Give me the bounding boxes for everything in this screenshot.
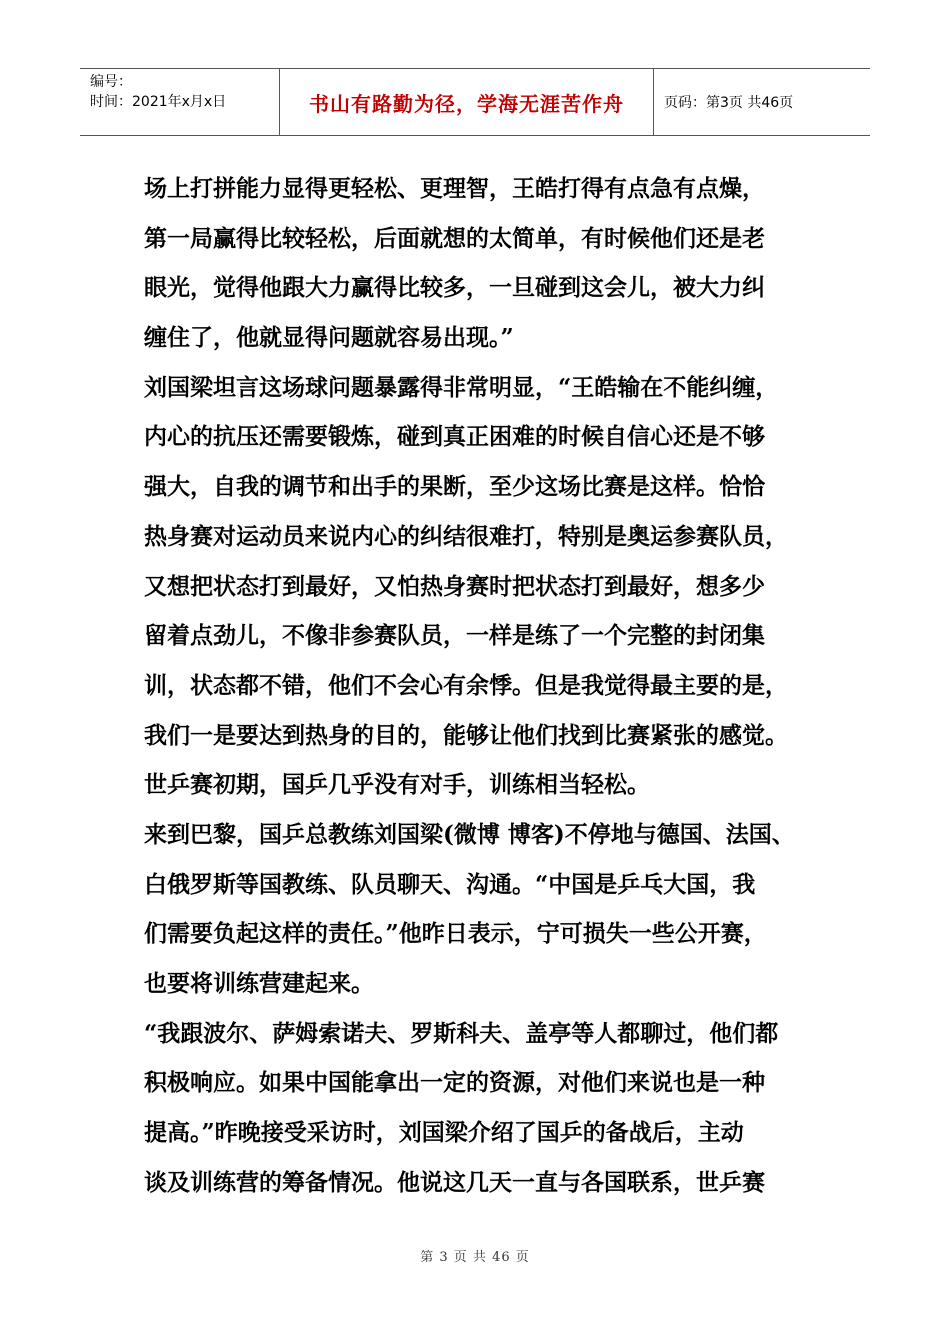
body-line: 强大，自我的调节和出手的果断，至少这场比赛是这样。恰恰 [144, 473, 765, 501]
document-body [144, 164, 844, 1207]
body-line: 第一局赢得比较轻松，后面就想的太简单，有时候他们还是老 [144, 224, 765, 252]
body-line: 刘国梁坦言这场球问题暴露得非常明显，“王皓输在不能纠缠， [144, 373, 779, 401]
body-line: 场上打拼能力显得更轻松、更理智，王皓打得有点急有点燥， [144, 175, 765, 202]
body-line: 来到巴黎，国乒总教练刘国梁(微博 博客)不停地与德国、法国、 [144, 820, 795, 848]
body-line: “我跟波尔、萨姆索诺夫、罗斯科夫、盖亭等人都聊过，他们都 [144, 1019, 779, 1047]
body-line: 留着点劲儿，不像非参赛队员，一样是练了一个完整的封闭集 [144, 622, 765, 650]
document-time-label: 时间：2021年x月x日 [90, 94, 227, 110]
body-line: 眼光，觉得他跟大力赢得比较多，一旦碰到这会儿，被大力纠 [144, 274, 765, 302]
body-line: 们需要负起这样的责任。”他昨日表示，宁可损失一些公开赛， [144, 920, 767, 948]
body-line: 训，状态都不错，他们不会心有余悸。但是我觉得最主要的是， [144, 671, 788, 699]
body-line: 世乒赛初期，国乒几乎没有对手，训练相当轻松。 [144, 771, 650, 799]
body-line: 内心的抗压还需要锻炼，碰到真正困难的时候自信心还是不够 [144, 423, 765, 451]
page-footer: 第 3 页 共 46 页 [420, 1250, 530, 1265]
document-number-label: 编号： [90, 74, 132, 90]
page-header [80, 68, 870, 136]
body-line: 热身赛对运动员来说内心的纠结很难打，特别是奥运参赛队员， [144, 522, 788, 550]
body-line: 积极响应。如果中国能拿出一定的资源，对他们来说也是一种 [144, 1069, 765, 1097]
body-line: 也要将训练营建起来。 [144, 970, 374, 997]
body-line: 我们一是要达到热身的目的，能够让他们找到比赛紧张的感觉。 [144, 721, 788, 749]
body-line: 缠住了，他就显得问题就容易出现。” [144, 324, 514, 352]
header-page-info: 页码：第3页 共46页 [664, 95, 794, 111]
header-motto: 书山有路勤为径，学海无涯苦作舟 [280, 69, 654, 135]
body-line: 提高。”昨晚接受采访时，刘国梁介绍了国乒的备战后，主动 [144, 1119, 744, 1147]
body-line: 谈及训练营的筹备情况。他说这几天一直与各国联系，世乒赛 [144, 1168, 765, 1196]
body-line: 又想把状态打到最好，又怕热身赛时把状态打到最好，想多少 [144, 572, 765, 600]
header-meta-cell [80, 69, 280, 135]
body-line: 白俄罗斯等国教练、队员聊天、沟通。“中国是乒乓大国，我 [144, 870, 756, 898]
